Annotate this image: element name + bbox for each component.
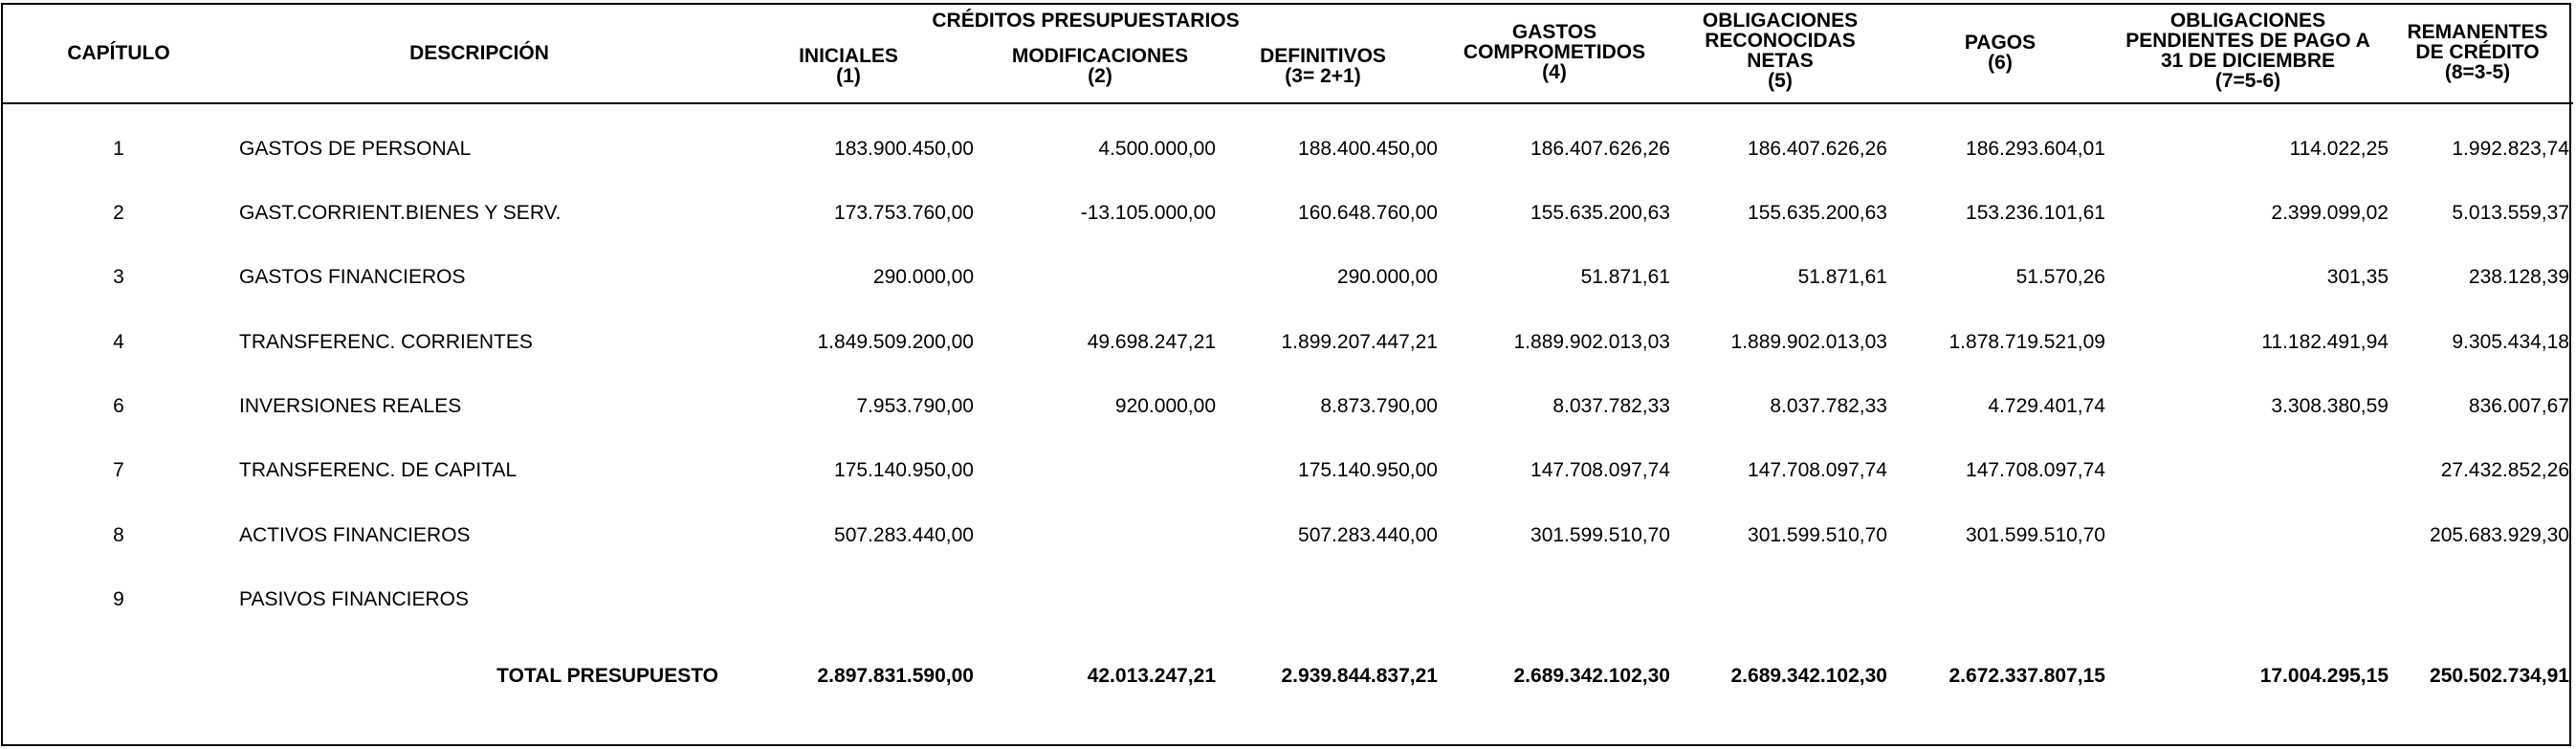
header-capitulo: CAPÍTULO: [67, 42, 170, 64]
cell-comprometidos: 155.635.200,63: [1530, 202, 1670, 224]
cell-remanentes: 836.007,67: [2468, 395, 2569, 417]
cell-pagos: 1.878.719.521,09: [1949, 331, 2105, 353]
cell-obligaciones: 301.599.510,70: [1748, 524, 1887, 546]
cell-descripcion: GAST.CORRIENT.BIENES Y SERV.: [239, 202, 561, 224]
header-remanentes: REMANENTES DE CRÉDITO (8=3-5): [2407, 21, 2548, 83]
cell-pendientes: 3.308.380,59: [2271, 395, 2389, 417]
total-pendientes: 17.004.295,15: [2259, 665, 2389, 687]
cell-capitulo: 7: [113, 459, 124, 481]
cell-obligaciones: 8.037.782,33: [1770, 395, 1887, 417]
cell-remanentes: 27.432.852,26: [2440, 459, 2569, 481]
cell-comprometidos: 8.037.782,33: [1552, 395, 1670, 417]
cell-iniciales: 183.900.450,00: [834, 138, 974, 160]
cell-iniciales: 290.000,00: [872, 266, 974, 288]
header-obligaciones-reconocidas: OBLIGACIONES RECONOCIDAS NETAS (5): [1702, 10, 1859, 92]
cell-pendientes: 11.182.491,94: [2261, 331, 2389, 353]
cell-capitulo: 2: [113, 202, 124, 224]
cell-capitulo: 1: [113, 138, 124, 160]
total-comprometidos: 2.689.342.102,30: [1513, 665, 1670, 687]
cell-comprometidos: 301.599.510,70: [1530, 524, 1670, 546]
cell-pendientes: 2.399.099,02: [2271, 202, 2389, 224]
cell-descripcion: PASIVOS FINANCIEROS: [239, 588, 469, 610]
total-obligaciones: 2.689.342.102,30: [1730, 665, 1887, 687]
cell-obligaciones: 186.407.626,26: [1748, 138, 1887, 160]
cell-remanentes: 238.128,39: [2468, 266, 2569, 288]
cell-pagos: 301.599.510,70: [1966, 524, 2105, 546]
cell-iniciales: 175.140.950,00: [834, 459, 974, 481]
cell-obligaciones: 147.708.097,74: [1748, 459, 1887, 481]
cell-iniciales: 173.753.760,00: [834, 202, 974, 224]
cell-iniciales: 1.849.509.200,00: [817, 331, 974, 353]
cell-remanentes: 205.683.929,30: [2430, 524, 2569, 546]
cell-definitivos: 8.873.790,00: [1320, 395, 1438, 417]
header-definitivos: DEFINITIVOS (3= 2+1): [1260, 45, 1386, 87]
cell-descripcion: TRANSFERENC. CORRIENTES: [239, 331, 533, 353]
cell-descripcion: GASTOS DE PERSONAL: [239, 138, 472, 160]
cell-modificaciones: -13.105.000,00: [1080, 202, 1216, 224]
header-modificaciones: MODIFICACIONES (2): [1011, 45, 1189, 87]
cell-comprometidos: 186.407.626,26: [1530, 138, 1670, 160]
cell-comprometidos: 147.708.097,74: [1530, 459, 1670, 481]
cell-definitivos: 160.648.760,00: [1298, 202, 1438, 224]
cell-obligaciones: 155.635.200,63: [1748, 202, 1887, 224]
total-label: TOTAL PRESUPUESTO: [496, 665, 718, 687]
cell-iniciales: 7.953.790,00: [856, 395, 974, 417]
total-modificaciones: 42.013.247,21: [1087, 665, 1216, 687]
header-divider: [1, 102, 2573, 104]
cell-comprometidos: 1.889.902.013,03: [1513, 331, 1670, 353]
cell-pagos: 186.293.604,01: [1966, 138, 2105, 160]
header-obligaciones-pendientes: OBLIGACIONES PENDIENTES DE PAGO A 31 DE DICIEMBRE (7=5-6): [2125, 10, 2370, 92]
cell-capitulo: 6: [113, 395, 124, 417]
cell-pagos: 51.570,26: [2015, 266, 2105, 288]
cell-modificaciones: 49.698.247,21: [1087, 331, 1216, 353]
total-remanentes: 250.502.734,91: [2430, 665, 2569, 687]
cell-remanentes: 1.992.823,74: [2452, 138, 2569, 160]
cell-definitivos: 507.283.440,00: [1298, 524, 1438, 546]
header-creditos-presupuestarios: CRÉDITOS PRESUPUESTARIOS: [932, 10, 1240, 32]
header-gastos-comprometidos: GASTOS COMPROMETIDOS (4): [1463, 21, 1646, 83]
cell-descripcion: INVERSIONES REALES: [239, 395, 462, 417]
cell-remanentes: 9.305.434,18: [2452, 331, 2569, 353]
header-iniciales: INICIALES (1): [799, 45, 898, 87]
cell-modificaciones: 4.500.000,00: [1098, 138, 1216, 160]
cell-obligaciones: 51.871,61: [1797, 266, 1887, 288]
cell-descripcion: GASTOS FINANCIEROS: [239, 266, 466, 288]
cell-definitivos: 1.899.207.447,21: [1281, 331, 1438, 353]
cell-comprometidos: 51.871,61: [1580, 266, 1670, 288]
total-pagos: 2.672.337.807,15: [1949, 665, 2105, 687]
cell-definitivos: 188.400.450,00: [1298, 138, 1438, 160]
cell-pagos: 4.729.401,74: [1988, 395, 2105, 417]
cell-capitulo: 9: [113, 588, 124, 610]
cell-definitivos: 290.000,00: [1336, 266, 1438, 288]
cell-remanentes: 5.013.559,37: [2452, 202, 2569, 224]
cell-pagos: 147.708.097,74: [1966, 459, 2105, 481]
total-iniciales: 2.897.831.590,00: [817, 665, 974, 687]
cell-capitulo: 3: [113, 266, 124, 288]
cell-obligaciones: 1.889.902.013,03: [1730, 331, 1887, 353]
cell-pagos: 153.236.101,61: [1966, 202, 2105, 224]
cell-iniciales: 507.283.440,00: [834, 524, 974, 546]
cell-descripcion: TRANSFERENC. DE CAPITAL: [239, 459, 517, 481]
cell-descripcion: ACTIVOS FINANCIEROS: [239, 524, 471, 546]
cell-capitulo: 8: [113, 524, 124, 546]
total-definitivos: 2.939.844.837,21: [1281, 665, 1438, 687]
header-pagos: PAGOS (6): [1964, 32, 2037, 74]
table-frame: [1, 3, 2571, 746]
cell-pendientes: 114.022,25: [2289, 138, 2389, 160]
cell-pendientes: 301,35: [2326, 266, 2389, 288]
header-descripcion: DESCRIPCIÓN: [409, 42, 549, 64]
cell-capitulo: 4: [113, 331, 124, 353]
cell-modificaciones: 920.000,00: [1114, 395, 1216, 417]
cell-definitivos: 175.140.950,00: [1298, 459, 1438, 481]
